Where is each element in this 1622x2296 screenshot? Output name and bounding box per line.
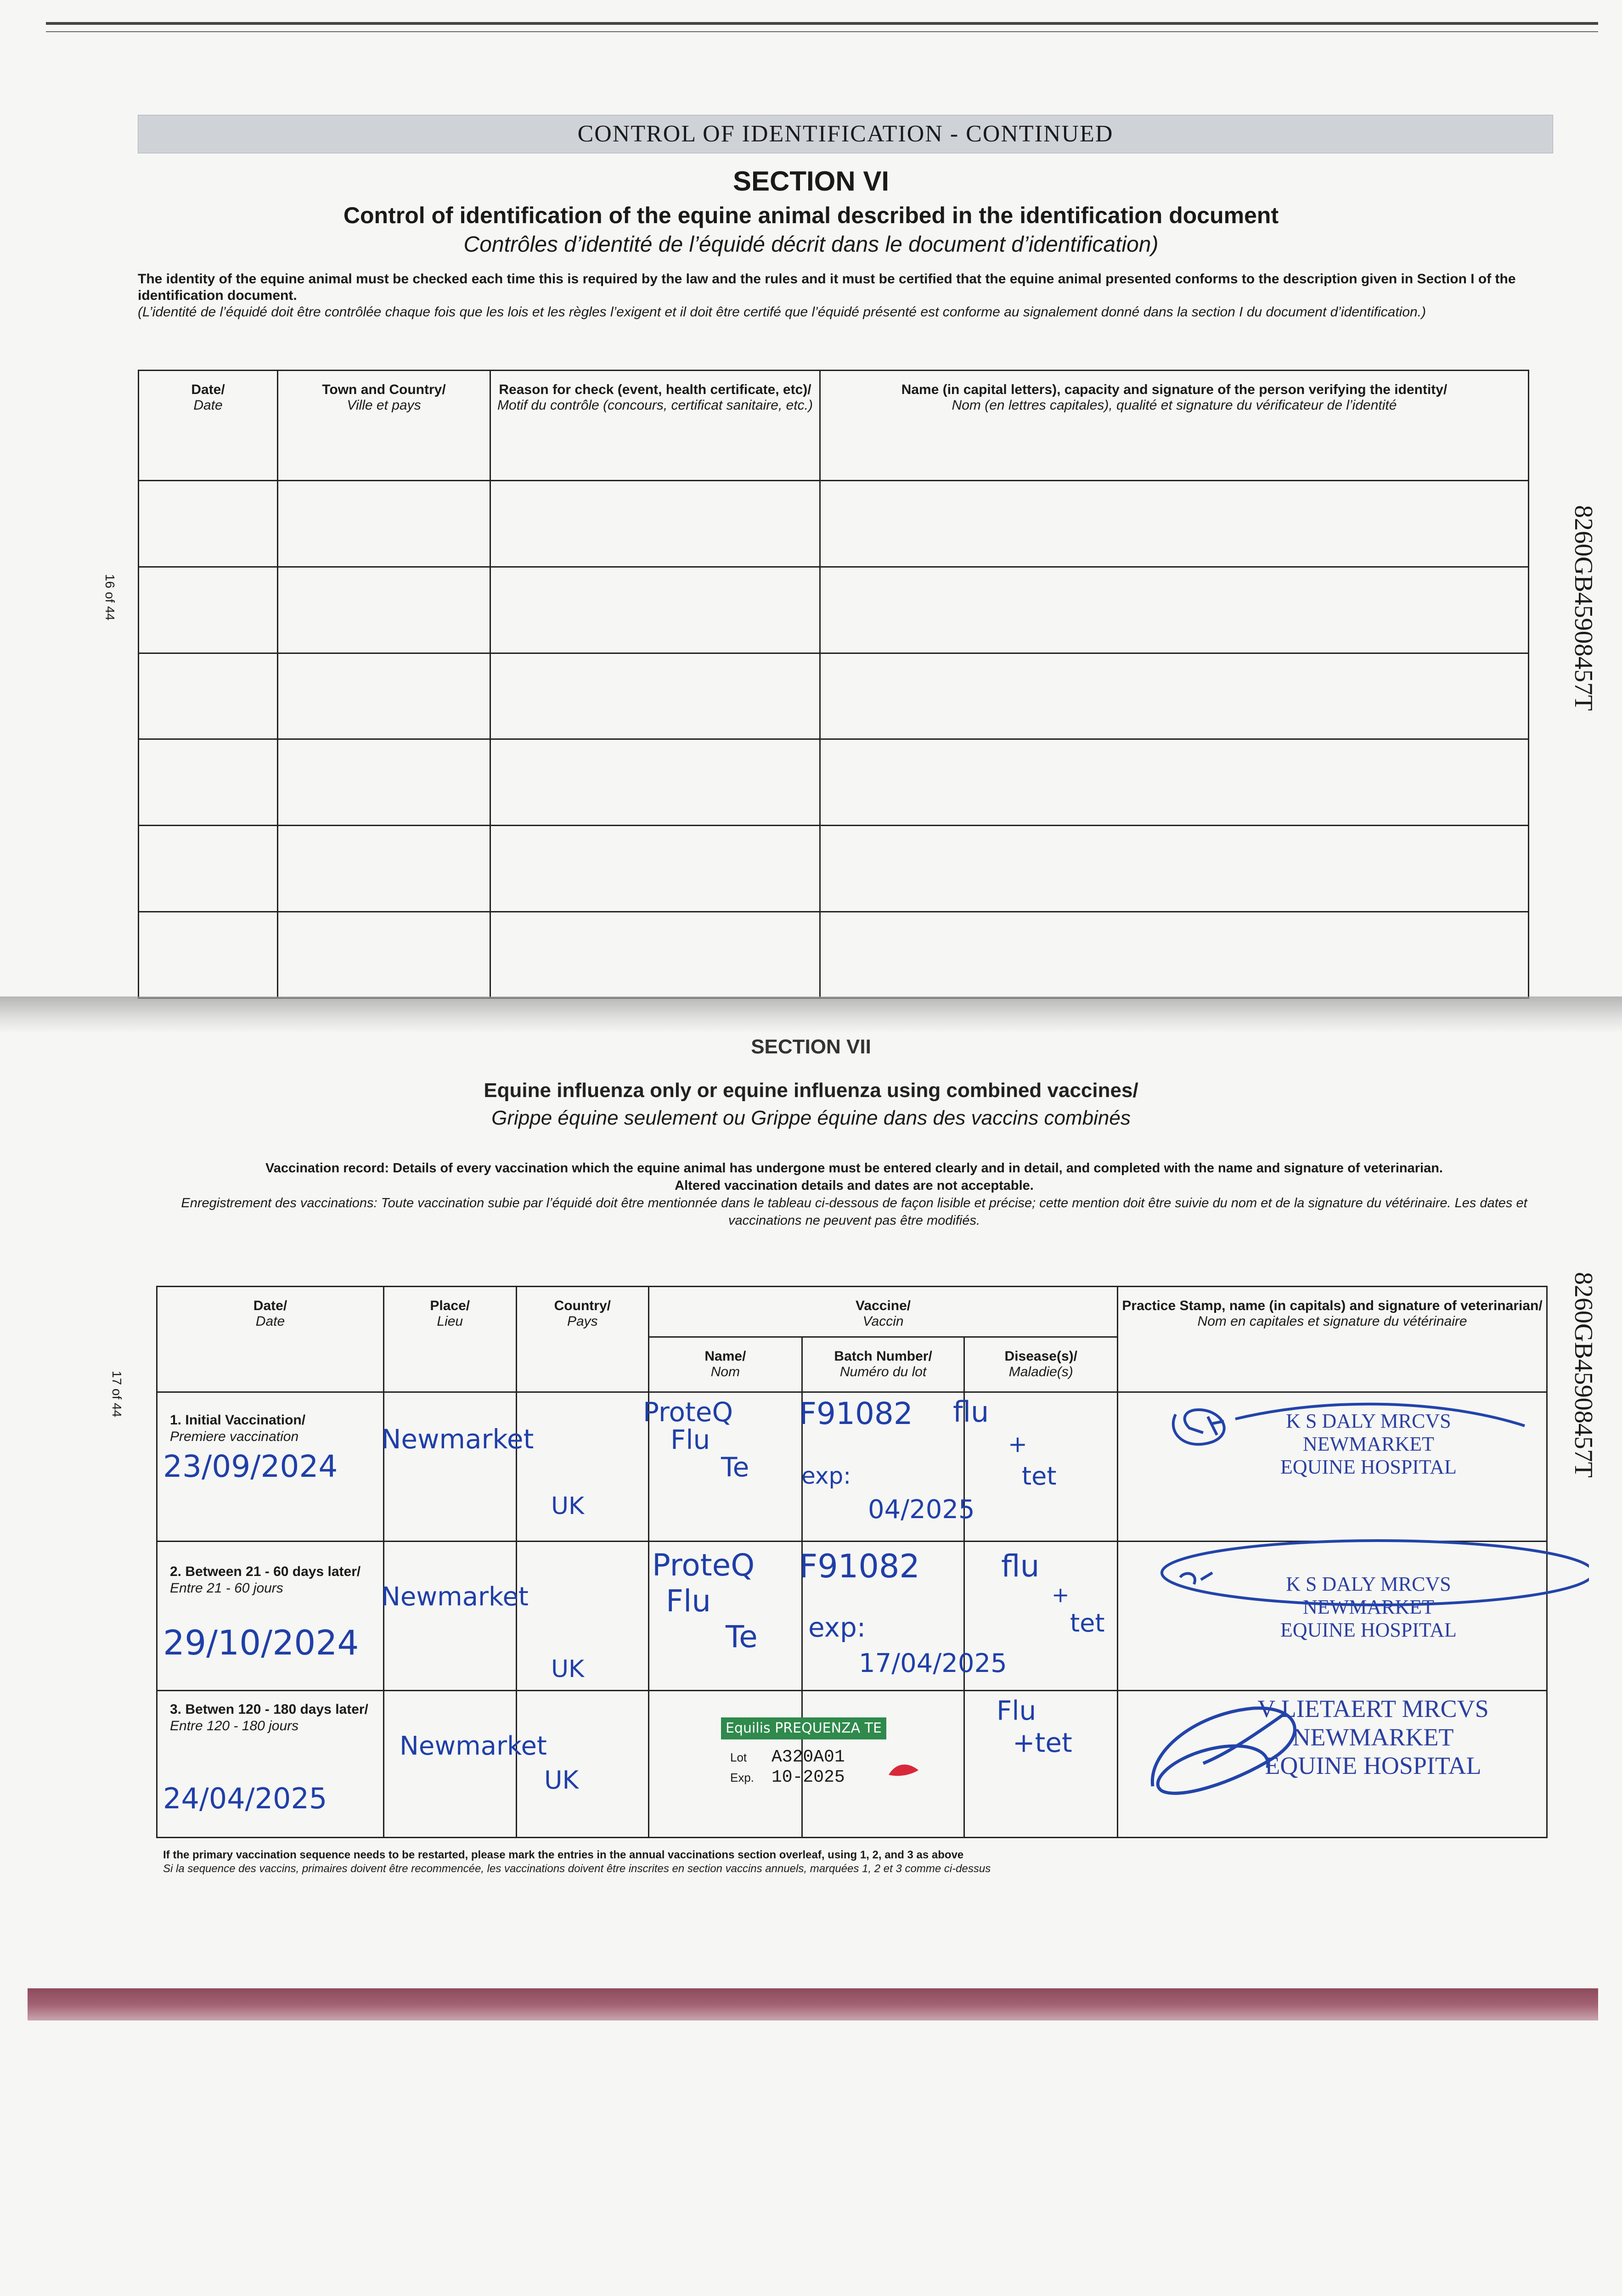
col-date: Date/ Date: [157, 1287, 384, 1392]
row-3-country: UK: [544, 1766, 579, 1795]
row-2-label: 2. Between 21 - 60 days later/ Entre 21 - 60 jours: [170, 1564, 361, 1596]
section-7-title-fr: Grippe équine seulement ou Grippe équine dans des vaccins combinés: [491, 1107, 1131, 1129]
col-disease: Disease(s)/ Maladie(s): [964, 1337, 1118, 1392]
row-2-vaccine-name: ProteQ Flu Te: [652, 1548, 758, 1654]
table-row: [139, 912, 1529, 998]
row-3-date: 24/04/2025: [163, 1782, 327, 1815]
row-2-disease: flu + tet: [1001, 1548, 1105, 1638]
table-row: [139, 739, 1529, 826]
row-1-place: Newmarket: [381, 1424, 534, 1455]
table-row: [139, 567, 1529, 653]
vaccine-sticker-captions: Lot Exp.: [730, 1750, 755, 1784]
row-2-batch: F91082: [799, 1548, 920, 1585]
row-3-disease: Flu +tet: [997, 1695, 1072, 1758]
row-3-place: Newmarket: [400, 1731, 547, 1761]
table-row: [139, 653, 1529, 739]
section-7-footnote: If the primary vaccination sequence needs to be restarted, please mark the entries in the annual vaccinations section overleaf, using 1, 2, and 3 as above Si la sequence des vaccins, primaires doivent être recommencée, les vaccinations doivent être inscrites en section vaccins annuels, marquées 1, 2 et 3 comme ci-dessus: [163, 1849, 991, 1875]
row-3-label: 3. Betwen 120 - 180 days later/ Entre 120 - 180 jours: [170, 1702, 368, 1733]
section-6-title-fr: Contrôles d’identité de l’équidé décrit dans le document d’identification): [463, 232, 1159, 257]
col-vaccine: Vaccine/ Vaccin: [649, 1287, 1118, 1337]
row-2-exp-label: exp:: [808, 1612, 866, 1643]
row-2-place: Newmarket: [381, 1582, 529, 1612]
table-row: [139, 826, 1529, 912]
col-date: Date/ Date: [139, 371, 278, 481]
row-1-exp: 04/2025: [868, 1495, 975, 1525]
section-6-instructions-en: The identity of the equine animal must be checked each time this is required by the law and the rules and it must be certified that the equine animal presented conforms to the description given in Section I of the identification document.: [138, 271, 1516, 303]
col-batch: Batch Number/ Numéro du lot: [802, 1337, 964, 1392]
section-6-heading: SECTION VI: [732, 166, 890, 197]
passport-id-bottom: 8260GB45908457T: [1569, 1272, 1598, 1478]
row-1-label: 1. Initial Vaccination/ Premiere vaccination: [170, 1412, 306, 1444]
sticker-mark-icon: [886, 1761, 923, 1779]
row-2-exp: 17/04/2025: [859, 1649, 1007, 1678]
col-verifier: Name (in capital letters), capacity and signature of the person verifying the identity/ Nom (en lettres capitales), qualité et signature du vérificateur de l’identité: [820, 371, 1529, 481]
row-2-signature-icon: [1102, 1529, 1589, 1616]
section-6-title-en: Control of identification of the equine animal described in the identification document: [343, 203, 1279, 228]
row-1-batch: F91082: [799, 1396, 913, 1431]
row-1-disease: flu + tet: [953, 1395, 1057, 1491]
row-3-practice-stamp: V LIETAERT MRCVS NEWMARKET EQUINE HOSPITAL: [1257, 1695, 1489, 1779]
row-1-exp-label: exp:: [801, 1463, 851, 1489]
vaccine-sticker-label: Equilis PREQUENZA TE: [721, 1717, 886, 1739]
section-6-instructions: [138, 271, 1529, 321]
page-number-17: 17 of 44: [110, 1371, 124, 1418]
col-practice-stamp: Practice Stamp, name (in capitals) and signature of veterinarian/ Nom en capitales et signature du vétérinaire: [1118, 1287, 1547, 1392]
row-2-country: UK: [551, 1655, 585, 1683]
col-reason: Reason for check (event, health certificate, etc)/ Motif du contrôle (concours, certificat sanitaire, etc.): [490, 371, 820, 481]
vaccine-sticker-values: A320A01 10-2025: [772, 1747, 845, 1787]
section-7-title-en: Equine influenza only or equine influenza using combined vaccines/: [484, 1079, 1138, 1102]
row-1-vaccine-name: ProteQ Flu Te: [643, 1396, 749, 1483]
col-town-country: Town and Country/ Ville et pays: [278, 371, 490, 481]
section-banner: CONTROL OF IDENTIFICATION - CONTINUED: [138, 115, 1553, 153]
row-1-practice-stamp: K S DALY MRCVS NEWMARKET EQUINE HOSPITAL: [1280, 1410, 1457, 1478]
top-rule: [46, 22, 1598, 25]
table-row: [139, 481, 1529, 567]
row-1-signature-icon: [1148, 1382, 1543, 1474]
col-vaccine-name: Name/ Nom: [649, 1337, 802, 1392]
row-1-date: 23/09/2024: [163, 1449, 338, 1484]
identity-check-table: [138, 370, 1529, 999]
row-3-signature-icon: [1134, 1694, 1327, 1814]
section-7-heading: SECTION VII: [751, 1035, 871, 1058]
page-number-16: 16 of 44: [103, 574, 117, 621]
row-2-date: 29/10/2024: [163, 1623, 359, 1663]
page-fold-shadow: [0, 996, 1622, 1033]
row-1-country: UK: [551, 1492, 585, 1520]
top-rule-thin: [46, 31, 1598, 32]
passport-id-top: 8260GB45908457T: [1569, 505, 1598, 711]
page-bottom-band: [28, 1988, 1598, 2020]
col-place: Place/ Lieu: [383, 1287, 516, 1392]
section-6-instructions-fr: (L’identité de l’équidé doit être contrôlée chaque fois que les lois et les règles l’exigent et il doit être certifé que l’équidé présenté est conforme au signalement donné dans la section I du document d’identification.): [138, 304, 1426, 320]
section-7-instructions: Vaccination record: Details of every vaccination which the equine animal has undergone must be entered clearly and in detail, and completed with the name and signature of veterinarian. Altered vaccination details and dates are not acceptable. Enregistrement des vaccinations: Toute vaccination subie par l’équidé doit être mentionnée dans le tableau ci-dessous de façon lisible et précise; cette mention doit être suivie du nom et de la signature du vétérinaire. Les dates et vaccinations ne peuvent pas être modifiés.: [181, 1161, 1527, 1228]
col-country: Country/ Pays: [516, 1287, 649, 1392]
row-2-practice-stamp: K S DALY MRCVS NEWMARKET EQUINE HOSPITAL: [1280, 1573, 1457, 1641]
